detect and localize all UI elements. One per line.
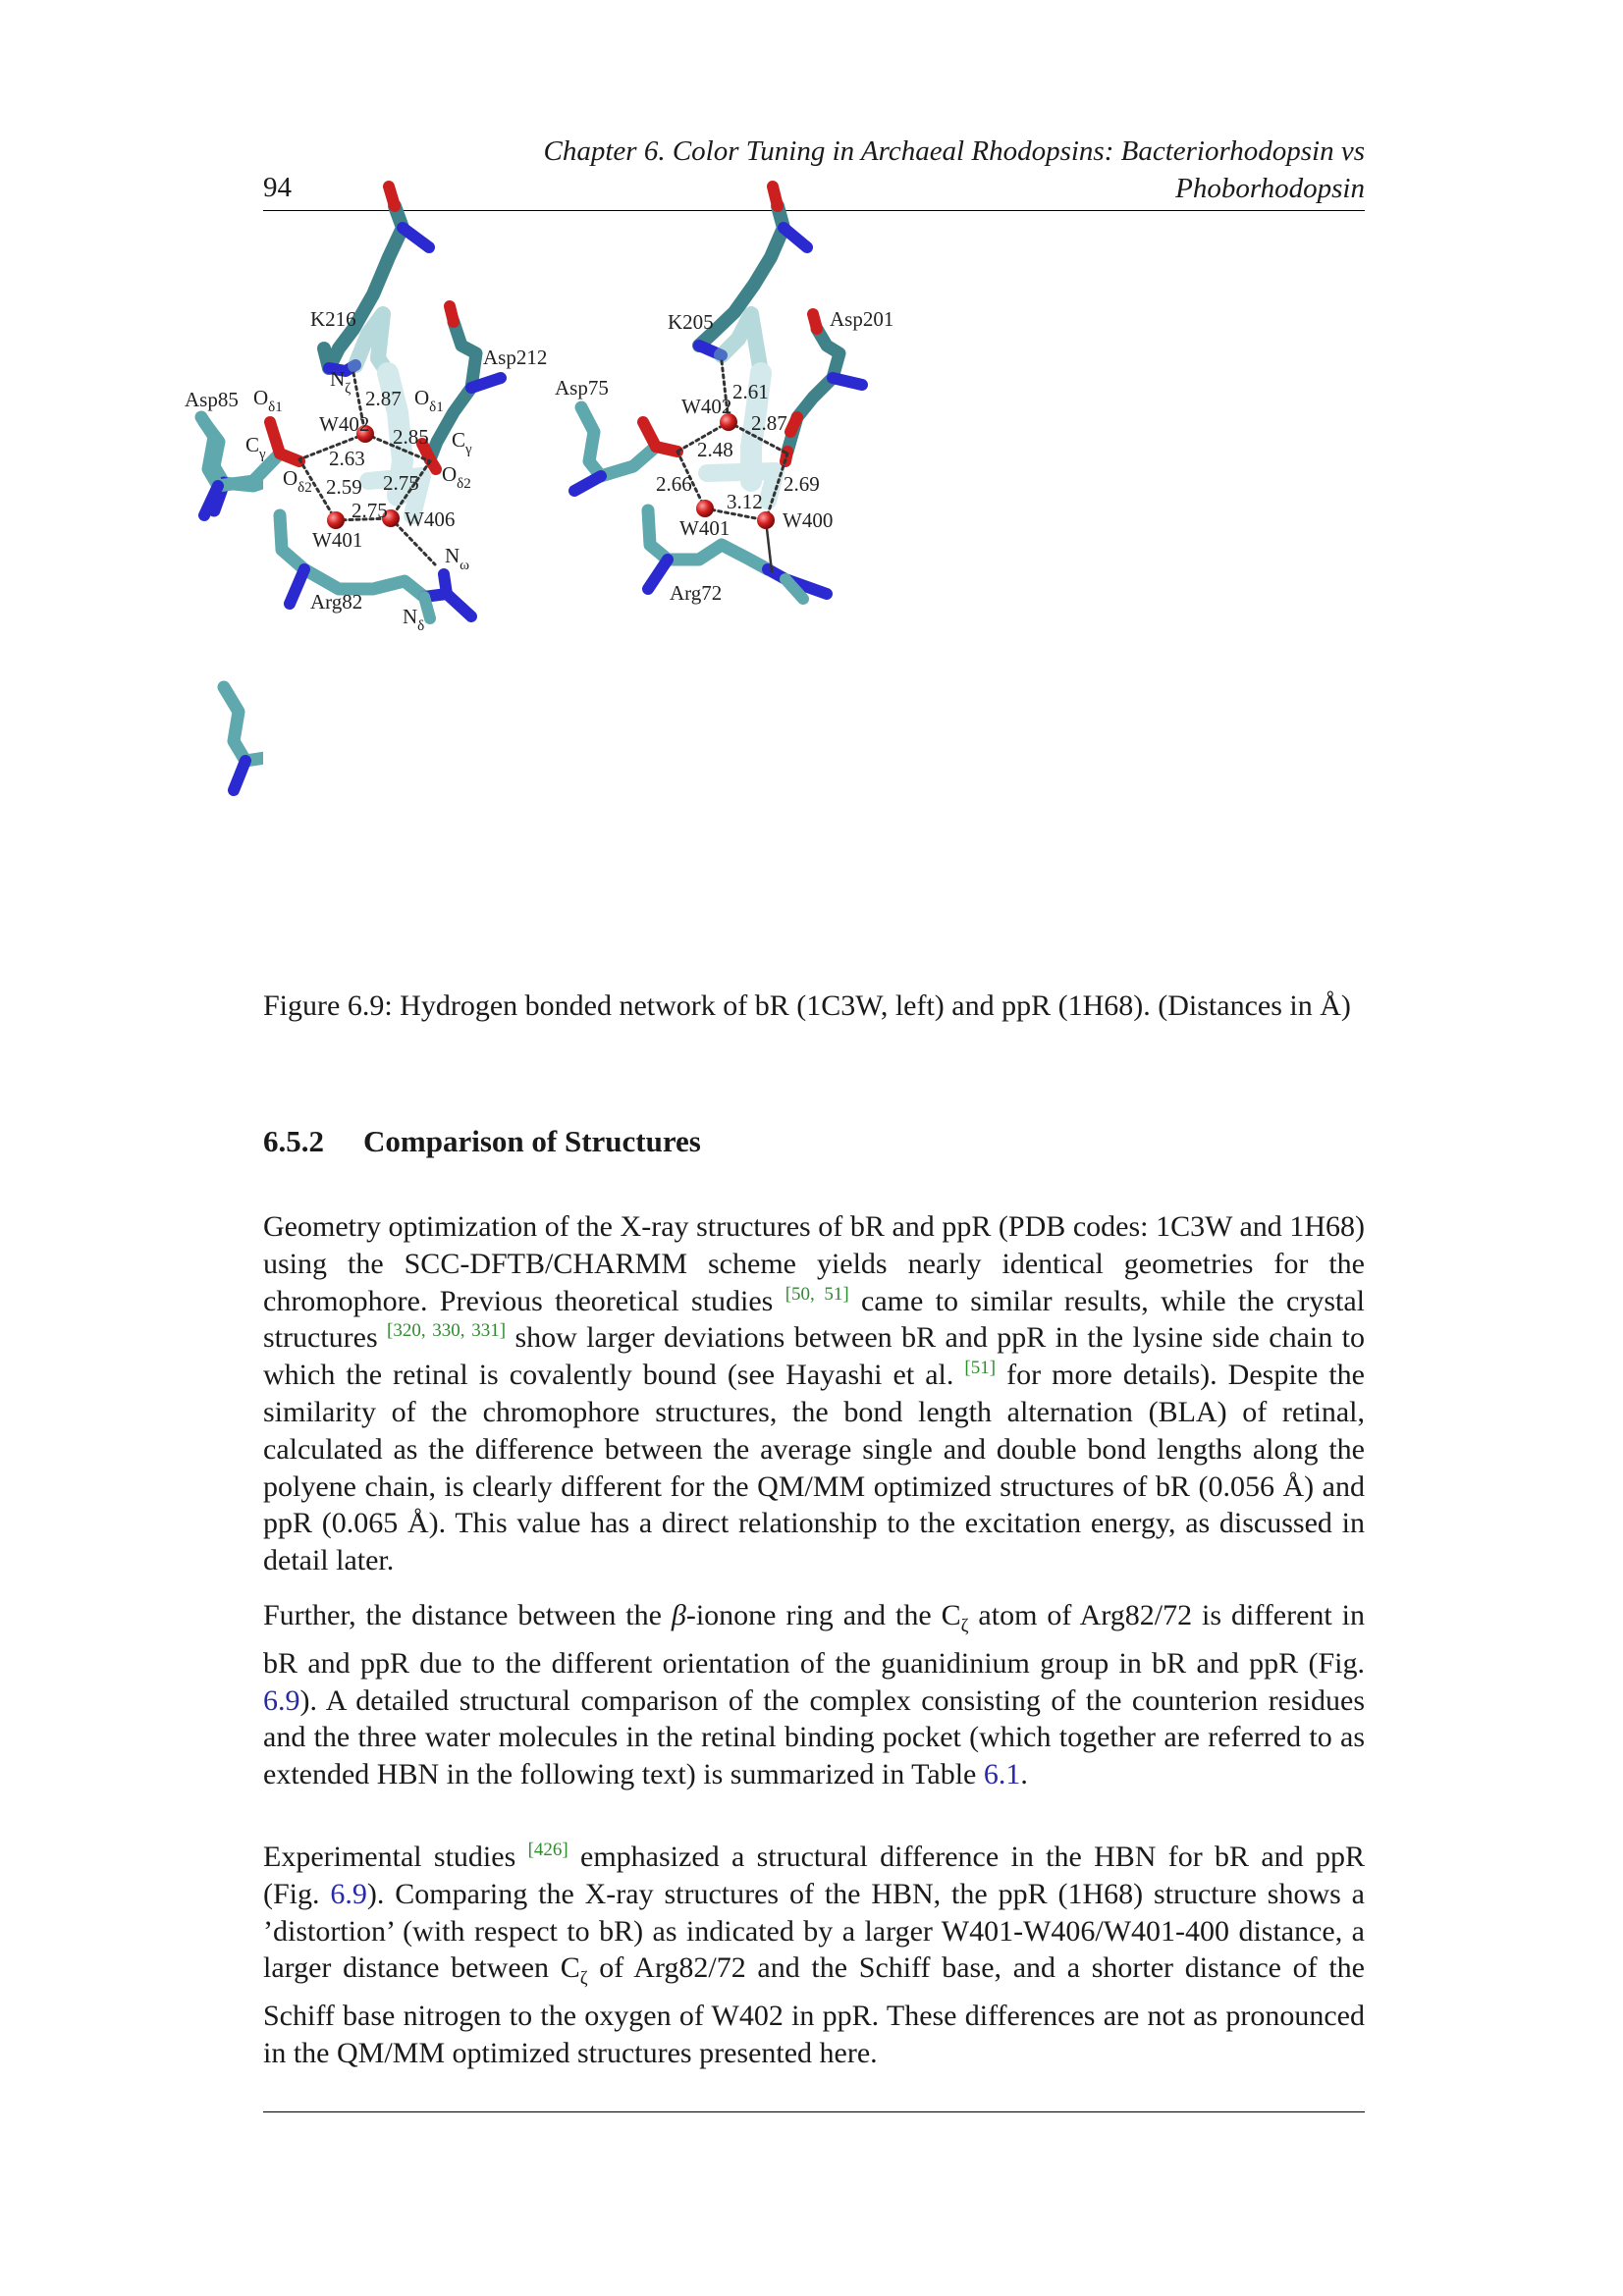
citation-50-51[interactable]: [50, 51] — [784, 1283, 849, 1305]
ref-fig-6-9-b[interactable]: 6.9 — [330, 1877, 367, 1910]
p2-beta: β — [671, 1599, 686, 1631]
p2-text-1: Further, the distance between the — [263, 1599, 672, 1631]
label-k216: K216 — [310, 307, 356, 331]
label-k205: K205 — [668, 310, 714, 334]
dist-ppR-1: 2.61 — [732, 380, 769, 403]
p1-text-4: for more details). Despite the similarity of the chromophore structures, the bond length alternation (BLA) of retinal, calculated as the difference between the average single and double bond lengths along the polyene chain, is clearly different for the QM/MM optimized structures of bR (0.056 Å) and ppR (0.065 Å). This value has a direct relationship to the excitation energy, as discussed in detail later. — [263, 1359, 1365, 1577]
dist-bR-5: 2.75 — [383, 471, 419, 495]
atom-o-delta2-asp212: $O_{\delta 2}$ — [442, 462, 471, 492]
atom-o-delta1-asp212: $O_{\delta 1}$ — [414, 386, 444, 415]
p1-text-2: came to similar results, while the crystal structures — [263, 1284, 1365, 1355]
figure-caption: Figure 6.9: Hydrogen bonded network of bR (1C3W, left) and ppR (1H68). (Distances in Å) — [263, 989, 1351, 1022]
label-arg82: Arg82 — [310, 590, 363, 614]
page-header — [263, 133, 1365, 211]
section-title: Comparison of Structures — [363, 1124, 701, 1158]
section-heading — [263, 1124, 701, 1159]
paragraph-2 — [263, 1597, 1365, 1793]
water-w401-ppR — [696, 500, 714, 517]
citation-426[interactable]: [426] — [527, 1840, 568, 1860]
dist-ppR-5: 3.12 — [727, 490, 763, 513]
label-w401-bR: W401 — [312, 528, 363, 552]
running-title — [544, 133, 1365, 207]
p3-subscript-zeta: ζ — [579, 1968, 588, 1990]
p2-text-3: atom of Arg82/72 is different in bR and ppR due to the different orientation of the guanidinium group in bR and ppR (Fig. — [263, 1599, 1365, 1680]
p2-text-4: ). A detailed structural comparison of the complex consisting of the counterion residues and the three water molecules in the retinal binding pocket (which together are referred to as extended HBN in the following text) is summarized in Table — [263, 1683, 1365, 1791]
dist-bR-2: 2.85 — [393, 425, 429, 449]
label-w406-bR: W406 — [405, 507, 456, 531]
label-w402-bR: W402 — [319, 412, 370, 436]
p2-subscript-zeta: ζ — [960, 1616, 969, 1636]
p3-text-3: ). Comparing the X-ray structures of the HBN, the ppR (1H68) structure shows a ’distortion’ (with respect to bR) as indicated by a larger W401-W406/W401-400 distance, a larger distance between C — [263, 1877, 1365, 1985]
label-asp212: Asp212 — [483, 346, 548, 369]
atom-o-delta2-asp85: $O_{\delta 2}$ — [283, 466, 312, 496]
dist-ppR-4: 2.66 — [656, 472, 692, 496]
atom-n-delta: $N_\delta$ — [403, 605, 425, 634]
p1-text-1: Geometry optimization of the X-ray structures of bR and ppR (PDB codes: 1C3W and 1H68) using the SCC-DFTB/CHARMM scheme yields nearly identical geometries for the chromophore. Previous theoretical studies — [263, 1210, 1365, 1317]
atom-o-delta1-asp85: $O_{\delta 1}$ — [253, 386, 283, 415]
footer-rule — [263, 2111, 1365, 2112]
label-w400-ppR: W400 — [783, 508, 834, 532]
section-number: 6.5.2 — [263, 1124, 324, 1158]
paragraph-1 — [263, 1208, 1365, 1579]
dist-bR-6: 2.75 — [352, 499, 388, 522]
label-asp201: Asp201 — [830, 307, 894, 331]
dist-ppR-2: 2.87 — [751, 411, 787, 435]
atom-n-omega: $N_\omega$ — [445, 544, 470, 573]
figure-6-9 — [185, 265, 1365, 952]
atom-c-gamma-asp85: $C_\gamma$ — [245, 433, 266, 462]
dist-ppR-6: 2.69 — [784, 472, 820, 496]
p2-text-2: -ionone ring and the C — [685, 1599, 961, 1631]
citation-320-330-331[interactable]: [320, 330, 331] — [387, 1320, 507, 1342]
label-w401-ppR: W401 — [679, 516, 730, 540]
p1-text-3: show larger deviations between bR and ppR in the lysine side chain to which the retinal is covalently bound (see Hayashi et al. — [263, 1321, 1365, 1392]
running-title-line1: Chapter 6. Color Tuning in Archaeal Rhodopsins: Bacteriorhodopsin vs — [543, 135, 1365, 167]
ref-fig-6-9[interactable]: 6.9 — [263, 1683, 300, 1717]
header-rule — [263, 210, 1365, 211]
ref-table-6-1[interactable]: 6.1 — [983, 1758, 1021, 1791]
citation-51[interactable]: [51] — [964, 1358, 997, 1379]
dist-bR-1: 2.87 — [365, 387, 402, 410]
hbn-figure-final — [185, 265, 1365, 952]
label-w402-ppR: W402 — [681, 395, 732, 418]
label-arg72: Arg72 — [670, 581, 723, 605]
dist-bR-3: 2.63 — [329, 447, 365, 470]
p3-text-4: of Arg82/72 and the Schiff base, and a shorter distance of the Schiff base nitrogen to the oxygen of W402 in ppR. These differences are not as pronounced in the QM/MM optimized structures presented here. — [263, 1951, 1366, 2069]
dist-ppR-3: 2.48 — [697, 438, 733, 461]
page-number: 94 — [263, 172, 292, 203]
water-w401-bR — [327, 511, 345, 529]
p2-text-5: . — [1020, 1758, 1028, 1791]
atom-n-zeta: $N_\zeta$ — [330, 367, 352, 397]
p3-text-1: Experimental studies — [263, 1841, 528, 1873]
p3-text-2: emphasized a structural difference in the HBN for bR and ppR (Fig. — [263, 1841, 1365, 1910]
dist-bR-4: 2.59 — [326, 475, 362, 499]
label-asp75: Asp75 — [555, 376, 609, 400]
atom-c-gamma-asp212: $C_\gamma$ — [452, 428, 472, 457]
label-asp85: Asp85 — [185, 388, 239, 411]
running-title-line2: Phoborhodopsin — [1175, 173, 1365, 204]
paragraph-3 — [263, 1839, 1365, 2072]
water-w400-ppR — [757, 511, 775, 529]
